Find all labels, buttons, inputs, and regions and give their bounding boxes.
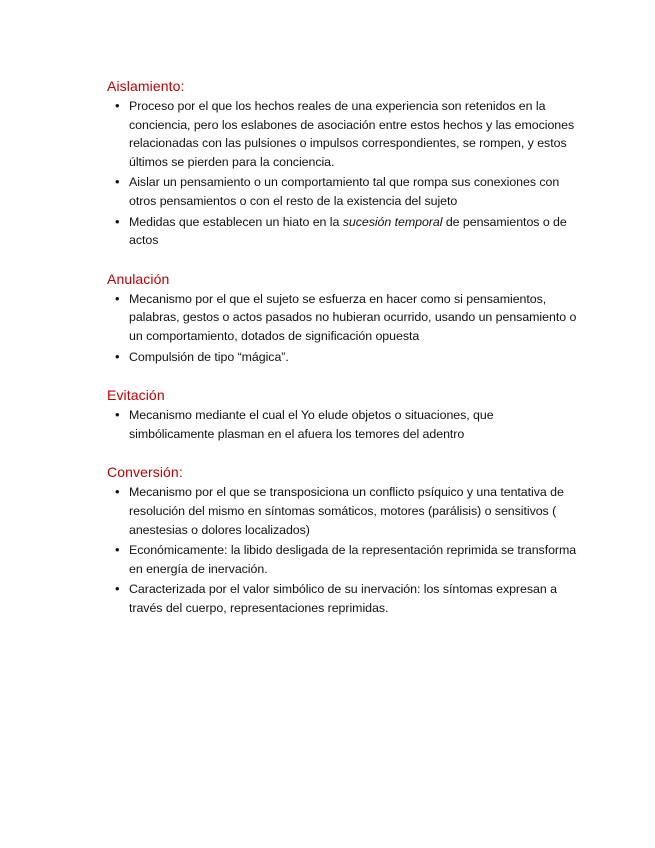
section-evitacion: [107, 385, 577, 443]
bullet-icon: •: [115, 542, 120, 558]
list-item-text-pre: Medidas que establecen un hiato en la: [129, 214, 343, 229]
list-item-text: Compulsión de tipo “mágica”.: [129, 349, 289, 364]
bullet-icon: •: [115, 484, 120, 500]
list-item: [107, 483, 577, 539]
list-item: [107, 348, 577, 367]
bullet-list: [107, 406, 577, 443]
bullet-list: [107, 483, 577, 617]
list-item: [107, 213, 577, 250]
list-item-text: Mecanismo por el que se transposiciona un conflicto psíquico y una tentativa de resolución del mismo en síntomas somáticos, motores (parálisis) o sensitivos ( anestesias o dolores localizados): [129, 485, 564, 537]
section-anulacion: [107, 269, 577, 366]
list-item-text-post: de pensamientos o de actos: [129, 214, 567, 248]
bullet-icon: •: [115, 290, 120, 306]
bullet-icon: •: [115, 348, 120, 364]
bullet-icon: •: [115, 213, 120, 229]
list-item: [107, 290, 577, 346]
section-aislamiento: [107, 76, 577, 250]
list-item-text: Mecanismo mediante el cual el Yo elude objetos o situaciones, que simbólicamente plasman en el afuera los temores del adentro: [129, 408, 494, 441]
list-item: [107, 541, 577, 578]
list-item: [107, 173, 577, 210]
bullet-list: [107, 290, 577, 366]
list-item-text: Proceso por el que los hechos reales de una experiencia son retenidos en la conciencia, pero los eslabones de asociación entre estos hechos y las emociones relacionadas con las pulsiones o impulsos correspondientes, se rompen, y estos últimos se pierden para la conciencia.: [129, 99, 575, 169]
list-item: [107, 406, 577, 443]
section-conversion: [107, 462, 577, 617]
list-item-text: Mecanismo por el que el sujeto se esfuerza en hacer como si pensamientos, palabras, gestos o actos pasados no hubieran ocurrido, usando un pensamiento o un comportamiento, dotados de significación opuesta: [129, 291, 577, 343]
bullet-icon: •: [115, 98, 120, 113]
list-item-text: Económicamente: la libido desligada de la representación reprimida se transforma en energía de inervación.: [129, 543, 577, 576]
bullet-icon: •: [115, 581, 120, 597]
list-item-emphasis: sucesión temporal: [342, 214, 443, 229]
bullet-icon: •: [115, 174, 120, 190]
list-item: [107, 580, 577, 617]
bullet-icon: •: [115, 407, 120, 423]
list-item-text: Caracterizada por el valor simbólico de su inervación: los síntomas expresan a través del cuerpo, representaciones reprimidas.: [129, 582, 557, 615]
section-heading: Anulación: [107, 270, 170, 287]
list-item-text: Aislar un pensamiento o un comportamiento tal que rompa sus conexiones con otros pensamientos o con el resto de la existencia del sujeto: [129, 175, 560, 208]
document-page: [107, 76, 577, 619]
bullet-list: [107, 97, 577, 250]
section-heading: Conversión:: [107, 464, 183, 481]
section-heading: Aislamiento:: [107, 78, 185, 94]
list-item: [107, 97, 577, 171]
section-heading: Evitación: [107, 387, 165, 404]
